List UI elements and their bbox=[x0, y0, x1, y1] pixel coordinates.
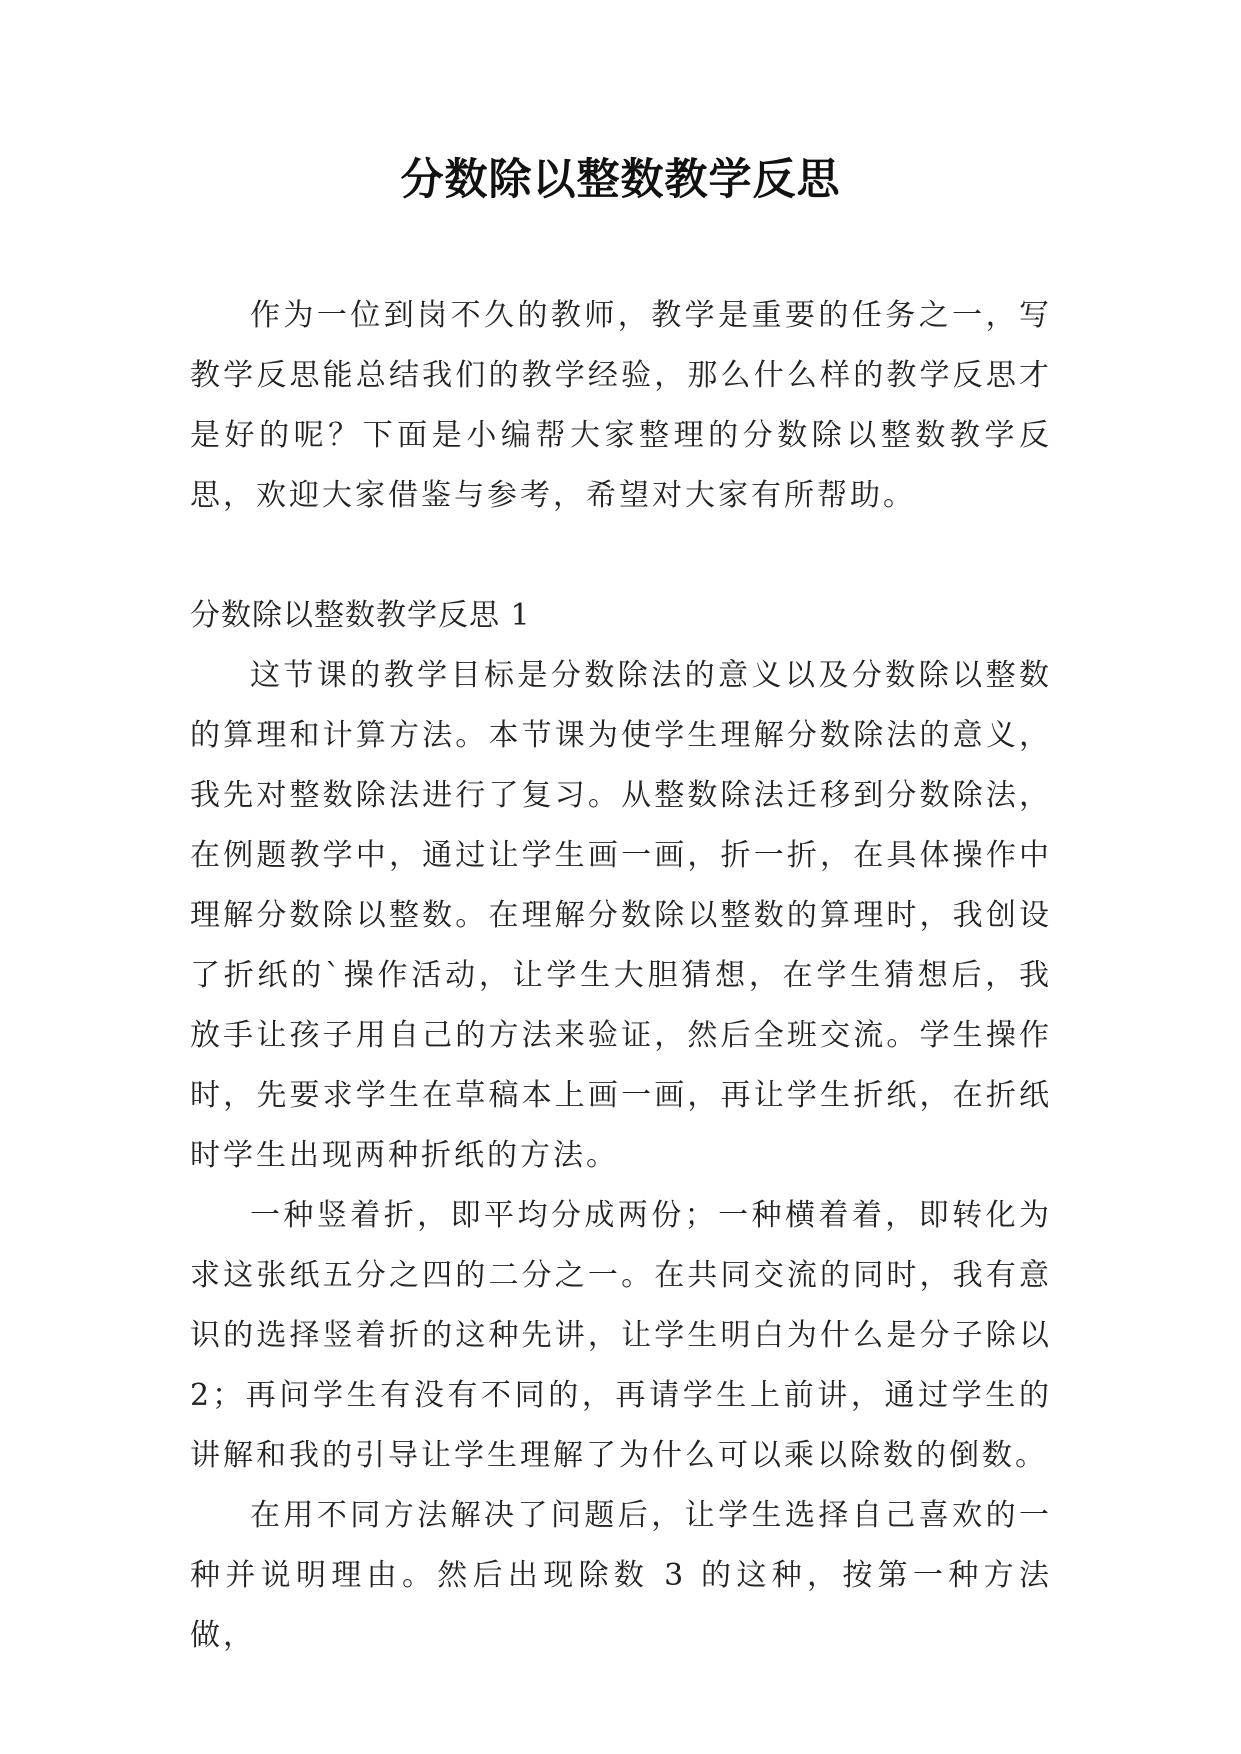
body-paragraph-2: 一种竖着折，即平均分成两份；一种横着着，即转化为求这张纸五分之四的二分之一。在共同交流的同时，我有意识的选择竖着折的这种先讲，让学生明白为什么是分子除以2；再问学生有没有不同的，再请学生上前讲，通过学生的讲解和我的引导让学生理解了为什么可以乘以除数的倒数。 bbox=[190, 1198, 1052, 1473]
intro-paragraph: 作为一位到岗不久的教师，教学是重要的任务之一，写教学反思能总结我们的教学经验，那么什么样的教学反思才是好的呢？下面是小编帮大家整理的分数除以整数教学反思，欢迎大家借鉴与参考，希望对大家有所帮助。 bbox=[190, 298, 1052, 513]
section-heading: 分数除以整数教学反思 1 bbox=[190, 598, 531, 633]
document-title: 分数除以整数教学反思 bbox=[400, 155, 841, 205]
document-body bbox=[190, 286, 1052, 1666]
body-paragraph-1: 这节课的教学目标是分数除法的意义以及分数除以整数的算理和计算方法。本节课为使学生理解分数除法的意义，我先对整数除法进行了复习。从整数除法迁移到分数除法，在例题教学中，通过让学生画一画，折一折，在具体操作中理解分数除以整数。在理解分数除以整数的算理时，我创设了折纸的`操作活动，让学生大胆猜想，在学生猜想后，我放手让孩子用自己的方法来验证，然后全班交流。学生操作时，先要求学生在草稿本上画一画，再让学生折纸，在折纸时学生出现两种折纸的方法。 bbox=[190, 658, 1052, 1173]
body-paragraph-3: 在用不同方法解决了问题后，让学生选择自己喜欢的一种并说明理由。然后出现除数 3 的这种，按第一种方法做， bbox=[190, 1498, 1052, 1653]
paragraph-spacer bbox=[190, 526, 1052, 586]
